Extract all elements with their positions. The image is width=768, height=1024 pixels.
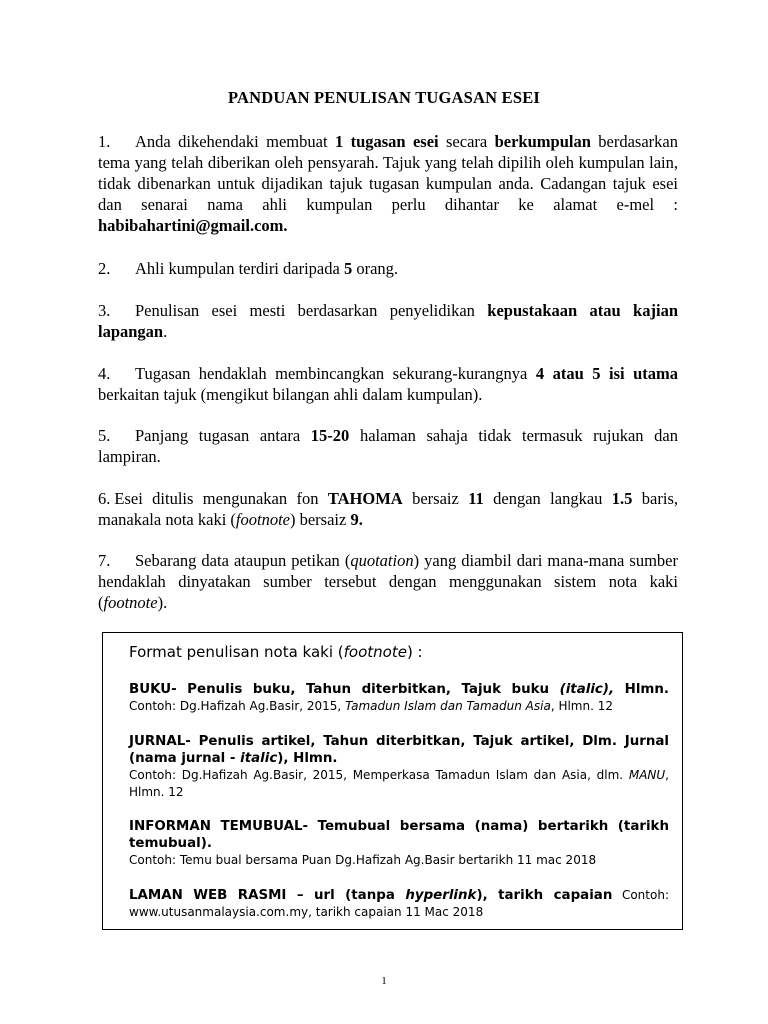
text-run: Tugasan hendaklah membincangkan sekurang-kurangnya (135, 364, 536, 383)
guideline-item-3 (98, 300, 678, 342)
text-run: footnote (343, 643, 407, 661)
item-number: 2. (98, 259, 111, 278)
guideline-item-6 (98, 488, 678, 530)
text-run: Contoh: Dg.Hafizah Ag.Basir, 2015, (129, 699, 346, 713)
guideline-item-1 (98, 131, 678, 236)
text-run: Panjang tugasan antara (135, 426, 311, 445)
text-run: 9. (350, 510, 363, 529)
text-run: INFORMAN TEMUBUAL- Temubual bersama (nama) bertarikh (tarikh temubual). (129, 819, 669, 851)
text-run: berkaitan tajuk (mengikut bilangan ahli dalam kumpulan). (98, 385, 483, 404)
text-run: italic (240, 751, 278, 766)
text-run: orang. (352, 259, 399, 278)
footnote-entry-laman-web (129, 887, 669, 921)
footnote-entry-jurnal (129, 733, 669, 801)
text-run: BUKU- Penulis buku, Tahun diterbitkan, Tajuk buku (129, 682, 560, 697)
page-number: 1 (381, 975, 387, 987)
text-run: footnote (103, 593, 158, 612)
text-run: JURNAL- Penulis artikel, Tahun diterbitkan, Tajuk artikel, Dlm. Jurnal (nama jurnal - (129, 734, 669, 766)
text-run: Contoh: Temu bual bersama Puan Dg.Hafizah Ag.Basir bertarikh 11 mac 2018 (129, 853, 597, 867)
text-run: footnote (235, 510, 290, 529)
text-run: Contoh: Dg.Hafizah Ag.Basir, 2015, Memperkasa Tamadun Islam dan Asia, dlm. (129, 768, 629, 782)
item-number: 4. (98, 364, 111, 383)
document-title: PANDUAN PENULISAN TUGASAN ESEI (227, 88, 541, 107)
footnote-box-heading (129, 643, 423, 661)
footnote-entry-informan (129, 818, 669, 869)
text-run: ), tarikh capaian (476, 888, 613, 903)
text-run: Tamadun Islam dan Tamadun Asia (345, 699, 551, 713)
text-run: Contoh: www.utusanmalaysia.com.my, tarikh capaian 11 Mac 2018 (129, 888, 669, 919)
item-number: 1. (98, 132, 111, 151)
text-run: , Hlmn. 12 (550, 699, 613, 713)
text-run: dengan langkau (483, 489, 612, 508)
item-number: 3. (98, 301, 111, 320)
text-run: , Hlmn. 12 (129, 768, 669, 799)
text-run: ) : (406, 643, 423, 661)
text-run: (italic), (559, 682, 615, 697)
text-run: LAMAN WEB RASMI – url (tanpa (129, 888, 406, 903)
text-run: Hlmn. (614, 682, 669, 697)
text-run: berkumpulan (494, 132, 591, 151)
text-run: ) yang diambil dari mana-mana sumber hendaklah dinyatakan sumber tersebut dengan menggunakan sistem nota kaki ( (98, 551, 678, 612)
text-run: hyperlink (405, 888, 477, 903)
text-run: TAHOMA (327, 489, 403, 508)
text-run: secara (438, 132, 495, 151)
text-run: bersaiz (402, 489, 469, 508)
text-run: MANU (628, 768, 666, 782)
text-run: 4 atau 5 isi utama (535, 364, 678, 383)
text-run: berdasarkan tema yang telah diberikan oleh pensyarah. Tajuk yang telah dipilih oleh kumpulan lain, tidak dibenarkan untuk dijadikan tajuk tugasan kumpulan anda. Cadangan tajuk esei dan senarai nama ahli kumpulan perlu dihantar ke alamat e-mel : (98, 132, 678, 214)
text-run: Format penulisan nota kaki ( (129, 643, 344, 661)
text-run: halaman sahaja tidak termasuk rujukan dan lampiran. (98, 426, 678, 466)
footnote-format-box (102, 632, 683, 930)
footnote-entry-buku (129, 681, 669, 715)
text-run: baris, manakala nota kaki ( (98, 489, 678, 529)
text-run: Ahli kumpulan terdiri daripada (135, 259, 344, 278)
text-run: 5 (343, 259, 353, 278)
text-run: 1.5 (611, 489, 633, 508)
text-run: ) bersaiz (289, 510, 351, 529)
text-run: 11 (468, 489, 484, 508)
text-run: 15-20 (310, 426, 350, 445)
guideline-item-7 (98, 550, 678, 613)
text-run: quotation (350, 551, 414, 570)
item-number: 6. (98, 489, 111, 508)
item-number: 7. (98, 551, 111, 570)
text-run: Esei ditulis mengunakan fon (114, 489, 328, 508)
item-number: 5. (98, 426, 111, 445)
guideline-item-5 (98, 425, 678, 467)
text-run: kepustakaan atau kajian lapangan (98, 301, 678, 341)
guideline-item-2 (98, 258, 678, 279)
text-run: Penulisan esei mesti berdasarkan penyelidikan (135, 301, 488, 320)
guideline-item-4 (98, 363, 678, 405)
text-run: ). (157, 593, 168, 612)
text-run: habibahartini@gmail.com. (98, 216, 288, 235)
text-run: ), Hlmn. (277, 751, 338, 766)
text-run: . (163, 322, 168, 341)
text-run: Anda dikehendaki membuat (135, 132, 335, 151)
text-run: 1 tugasan esei (334, 132, 439, 151)
text-run: Sebarang data ataupun petikan ( (135, 551, 351, 570)
